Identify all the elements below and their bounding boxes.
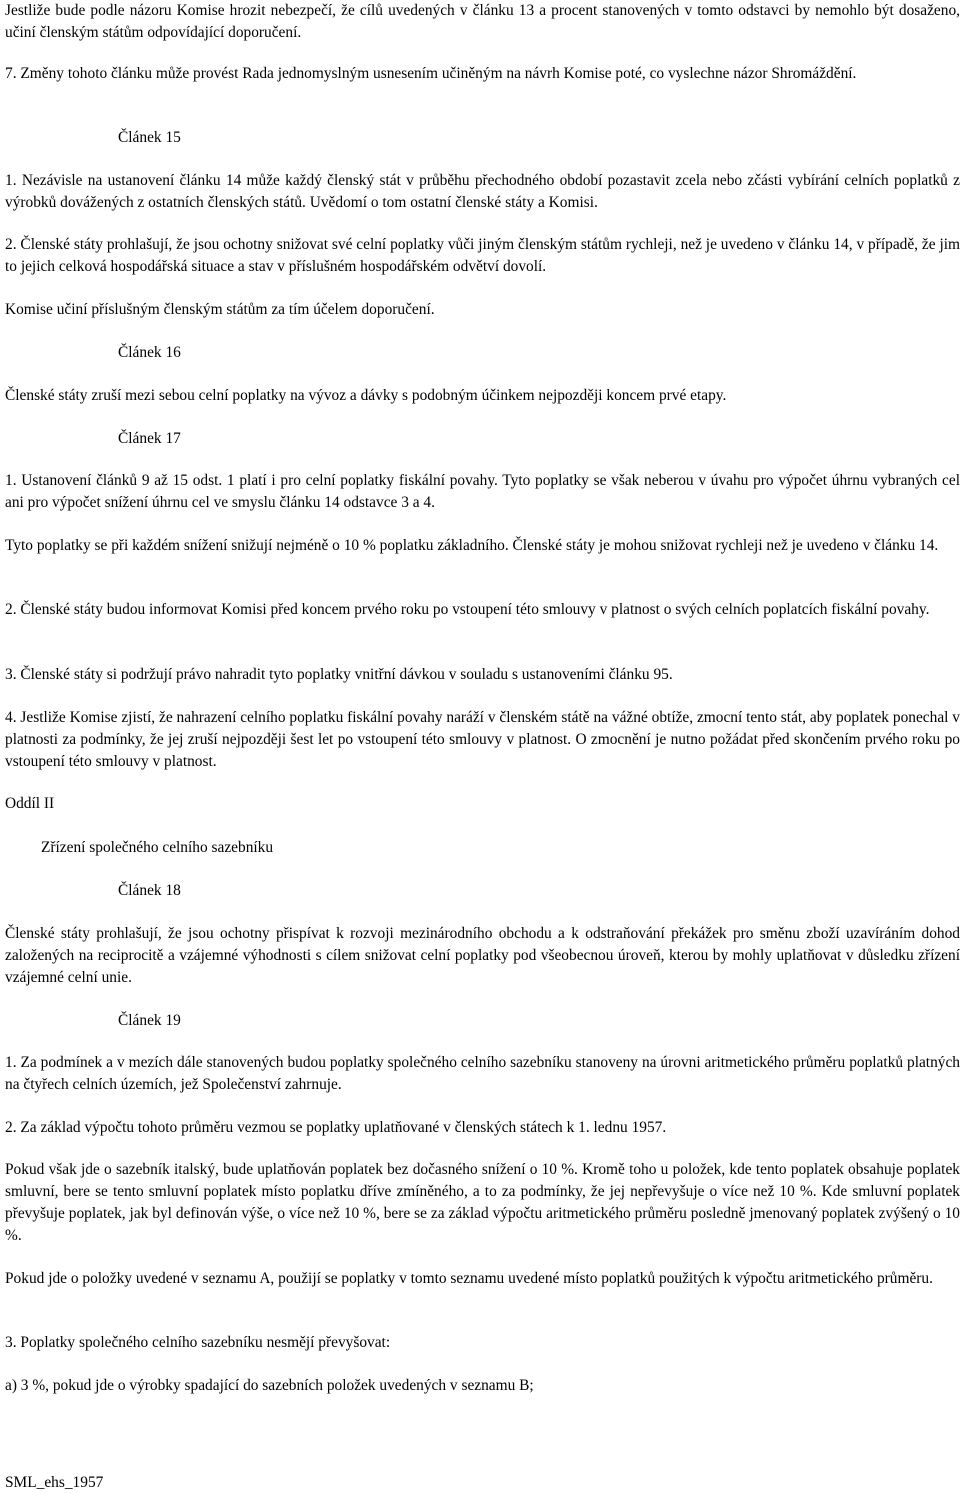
paragraph-19-3a: a) 3 %, pokud jde o výrobky spadající do sazebních položek uvedených v seznamu B; bbox=[5, 1377, 534, 1394]
paragraph-15-3: Komise učiní příslušným členským státům za tím účelem doporučení. bbox=[5, 301, 435, 318]
paragraph-17-2: 2. Členské státy budou informovat Komisi před koncem prvého roku po vstoupení této smlouvy v platnost o svých celních poplatcích fiskální povahy. bbox=[5, 601, 930, 618]
paragraph-15-2: 2. Členské státy prohlašují, že jsou ochotny snižovat své celní poplatky vůči jiným členským státům rychleji, než je uvedeno v článku 14, v případě, že jim to jejich celková hospodářská situace a stav v příslušném hospodářském odvětví dovolí. bbox=[5, 236, 960, 275]
paragraph-7: 7. Změny tohoto článku může provést Rada jednomyslným usnesením učiněným na návrh Komise poté, co vyslechne názor Shromáždění. bbox=[5, 65, 857, 82]
paragraph-19-2b: Pokud však jde o sazebník italský, bude uplatňován poplatek bez dočasného snížení o 10 %. Kromě toho u položek, kde tento poplatek obsahuje poplatek smluvní, bere se tento smluvní poplatek místo poplatku dříve zmíněného, a to za podmínky, že jej nepřevyšuje o více než 10 %. Kde smluvní poplatek převyšuje poplatek, jak byl definován výše, o více než 10 %, bere se za základ výpočtu aritmetického průměru posledně jmenovaný poplatek zvýšený o 10 %. bbox=[5, 1161, 960, 1244]
paragraph-16: Členské státy zruší mezi sebou celní poplatky na vývoz a dávky s podobným účinkem nejpozději koncem prvé etapy. bbox=[5, 387, 727, 404]
heading-section-2: Oddíl II bbox=[5, 795, 55, 812]
paragraph-intro: Jestliže bude podle názoru Komise hrozit nebezpečí, že cílů uvedených v článku 13 a procent stanovených v tomto odstavci by nemohlo být dosaženo, učiní členským státům odpovídající doporučení. bbox=[5, 2, 960, 41]
heading-section-2-title: Zřízení společného celního sazebníku bbox=[41, 839, 274, 856]
heading-article-19: Článek 19 bbox=[118, 1012, 181, 1029]
heading-article-18: Článek 18 bbox=[118, 882, 181, 899]
paragraph-17-1b: Tyto poplatky se při každém snížení snižují nejméně o 10 % poplatku základního. Členské státy je mohou snižovat rychleji než je uvedeno v článku 14. bbox=[5, 537, 939, 554]
paragraph-17-1: 1. Ustanovení článků 9 až 15 odst. 1 platí i pro celní poplatky fiskální povahy. Tyto poplatky se však neberou v úvahu pro výpočet úhrnu vybraných cel ani pro výpočet snížení úhrnu cel ve smyslu článku 14 odstavce 3 a 4. bbox=[5, 472, 960, 511]
paragraph-19-1: 1. Za podmínek a v mezích dále stanovených budou poplatky společného celního sazebníku stanoveny na úrovni aritmetického průměru poplatků platných na čtyřech celních územích, jež Společenství zahrnuje. bbox=[5, 1054, 960, 1093]
heading-article-15: Článek 15 bbox=[118, 129, 181, 146]
page-footer: SML_ehs_1957 bbox=[5, 1474, 104, 1491]
paragraph-17-4: 4. Jestliže Komise zjistí, že nahrazení celního poplatku fiskální povahy naráží v členském státě na vážné obtíže, zmocní tento stát, aby poplatek ponechal v platnosti za podmínky, že jej zruší nejpozději šest let po vstoupení této smlouvy v platnost. O zmocnění je nutno požádat před skončením prvého roku po vstoupení této smlouvy v platnost. bbox=[5, 709, 960, 770]
heading-article-16: Článek 16 bbox=[118, 344, 181, 361]
paragraph-19-3: 3. Poplatky společného celního sazebníku nesmějí převyšovat: bbox=[5, 1334, 391, 1351]
paragraph-18: Členské státy prohlašují, že jsou ochotny přispívat k rozvoji mezinárodního obchodu a k odstraňování překážek pro směnu zboží uzavíráním dohod založených na reciprocitě a vzájemné výhodnosti s cílem snižovat celní poplatky pod všeobecnou úroveň, kterou by mohly uplatňovat v důsledku zřízení vzájemné celní unie. bbox=[5, 925, 960, 986]
paragraph-15-1: 1. Nezávisle na ustanovení článku 14 může každý členský stát v průběhu přechodného období pozastavit zcela nebo zčásti vybírání celních poplatků z výrobků dovážených z ostatních členských států. Uvědomí o tom ostatní členské státy a Komisi. bbox=[5, 172, 960, 211]
paragraph-17-3: 3. Členské státy si podržují právo nahradit tyto poplatky vnitřní dávkou v souladu s ustanoveními článku 95. bbox=[5, 666, 673, 683]
paragraph-19-2c: Pokud jde o položky uvedené v seznamu A, použijí se poplatky v tomto seznamu uvedené místo poplatků použitých k výpočtu aritmetického průměru. bbox=[5, 1270, 933, 1287]
paragraph-19-2: 2. Za základ výpočtu tohoto průměru vezmou se poplatky uplatňované v členských státech k 1. lednu 1957. bbox=[5, 1119, 667, 1136]
heading-article-17: Článek 17 bbox=[118, 430, 181, 447]
